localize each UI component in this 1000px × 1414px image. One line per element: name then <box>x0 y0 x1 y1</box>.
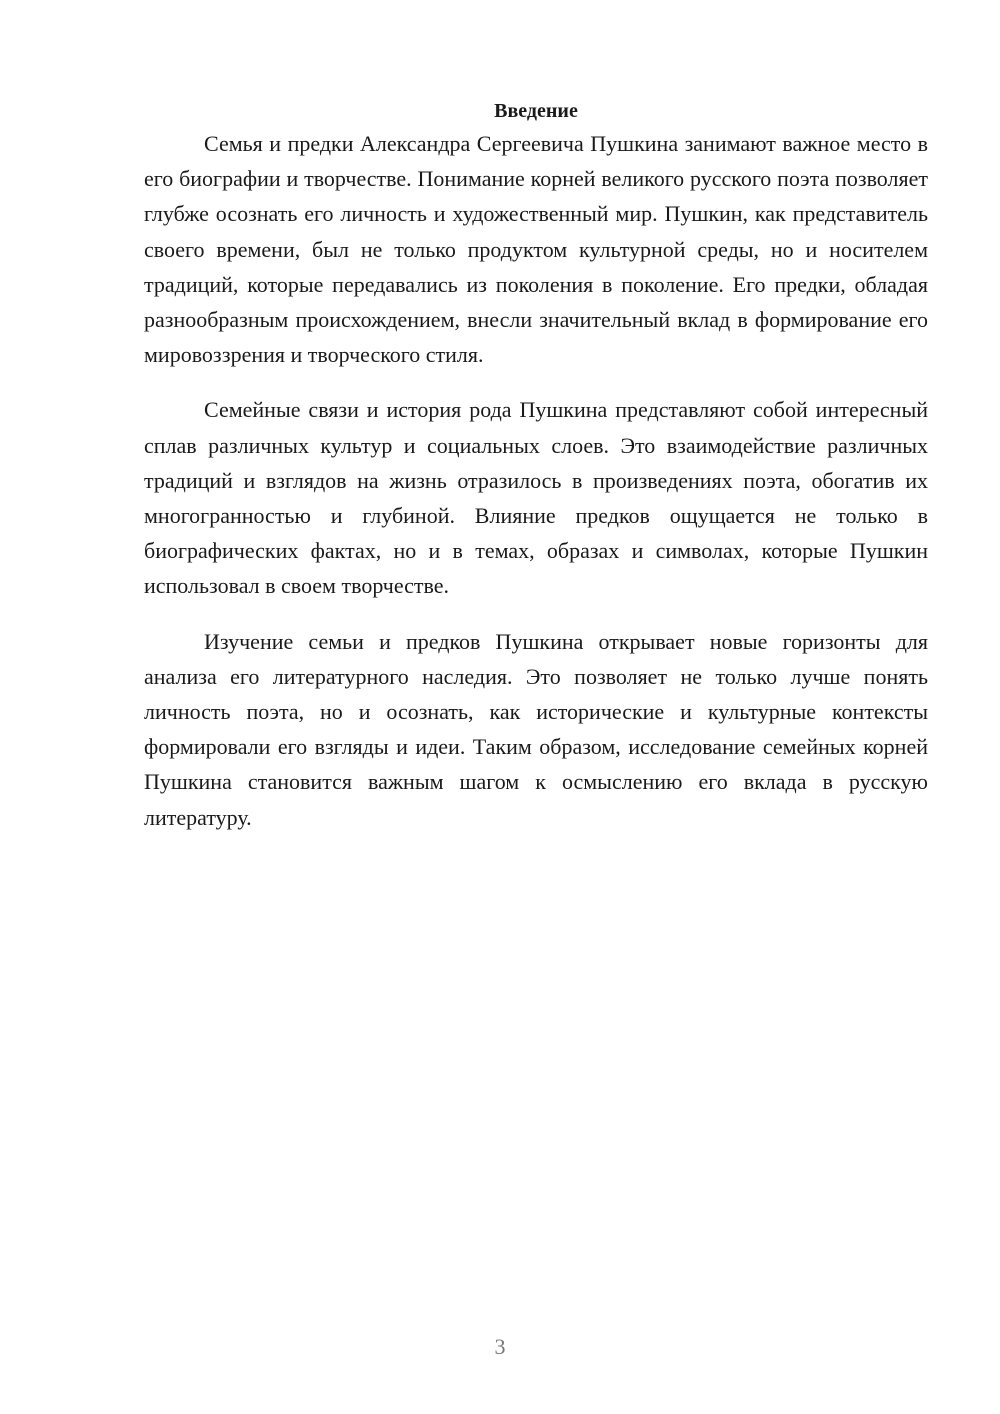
paragraph-1: Семья и предки Александра Сергеевича Пушкина занимают важное место в его биографии и творчестве. Понимание корней великого русского поэта позволяет глубже осознать его личность и художественный мир. Пушкин, как представитель своего времени, был не только продуктом культурной среды, но и носителем традиций, которые передавались из поколения в поколение. Его предки, обладая разнообразным происхождением, внесли значительный вклад в формирование его мировоззрения и творческого стиля. <box>144 131 928 368</box>
section-title: Введение <box>494 100 578 122</box>
paragraph-2: Семейные связи и история рода Пушкина представляют собой интересный сплав различных культур и социальных слоев. Это взаимодействие различных традиций и взглядов на жизнь отразилось в произведениях поэта, обогатив их многогранностью и глубиной. Влияние предков ощущается не только в биографических фактах, но и в темах, образах и символах, которые Пушкин использовал в своем творчестве. <box>144 397 928 599</box>
paragraph-3: Изучение семьи и предков Пушкина открывает новые горизонты для анализа его литературного наследия. Это позволяет не только лучше понять личность поэта, но и осознать, как исторические и культурные контексты формировали его взгляды и идеи. Таким образом, исследование семейных корней Пушкина становится важным шагом к осмыслению его вклада в русскую литературу. <box>144 628 928 830</box>
page-content <box>144 96 928 835</box>
page-number: 3 <box>494 1334 506 1359</box>
